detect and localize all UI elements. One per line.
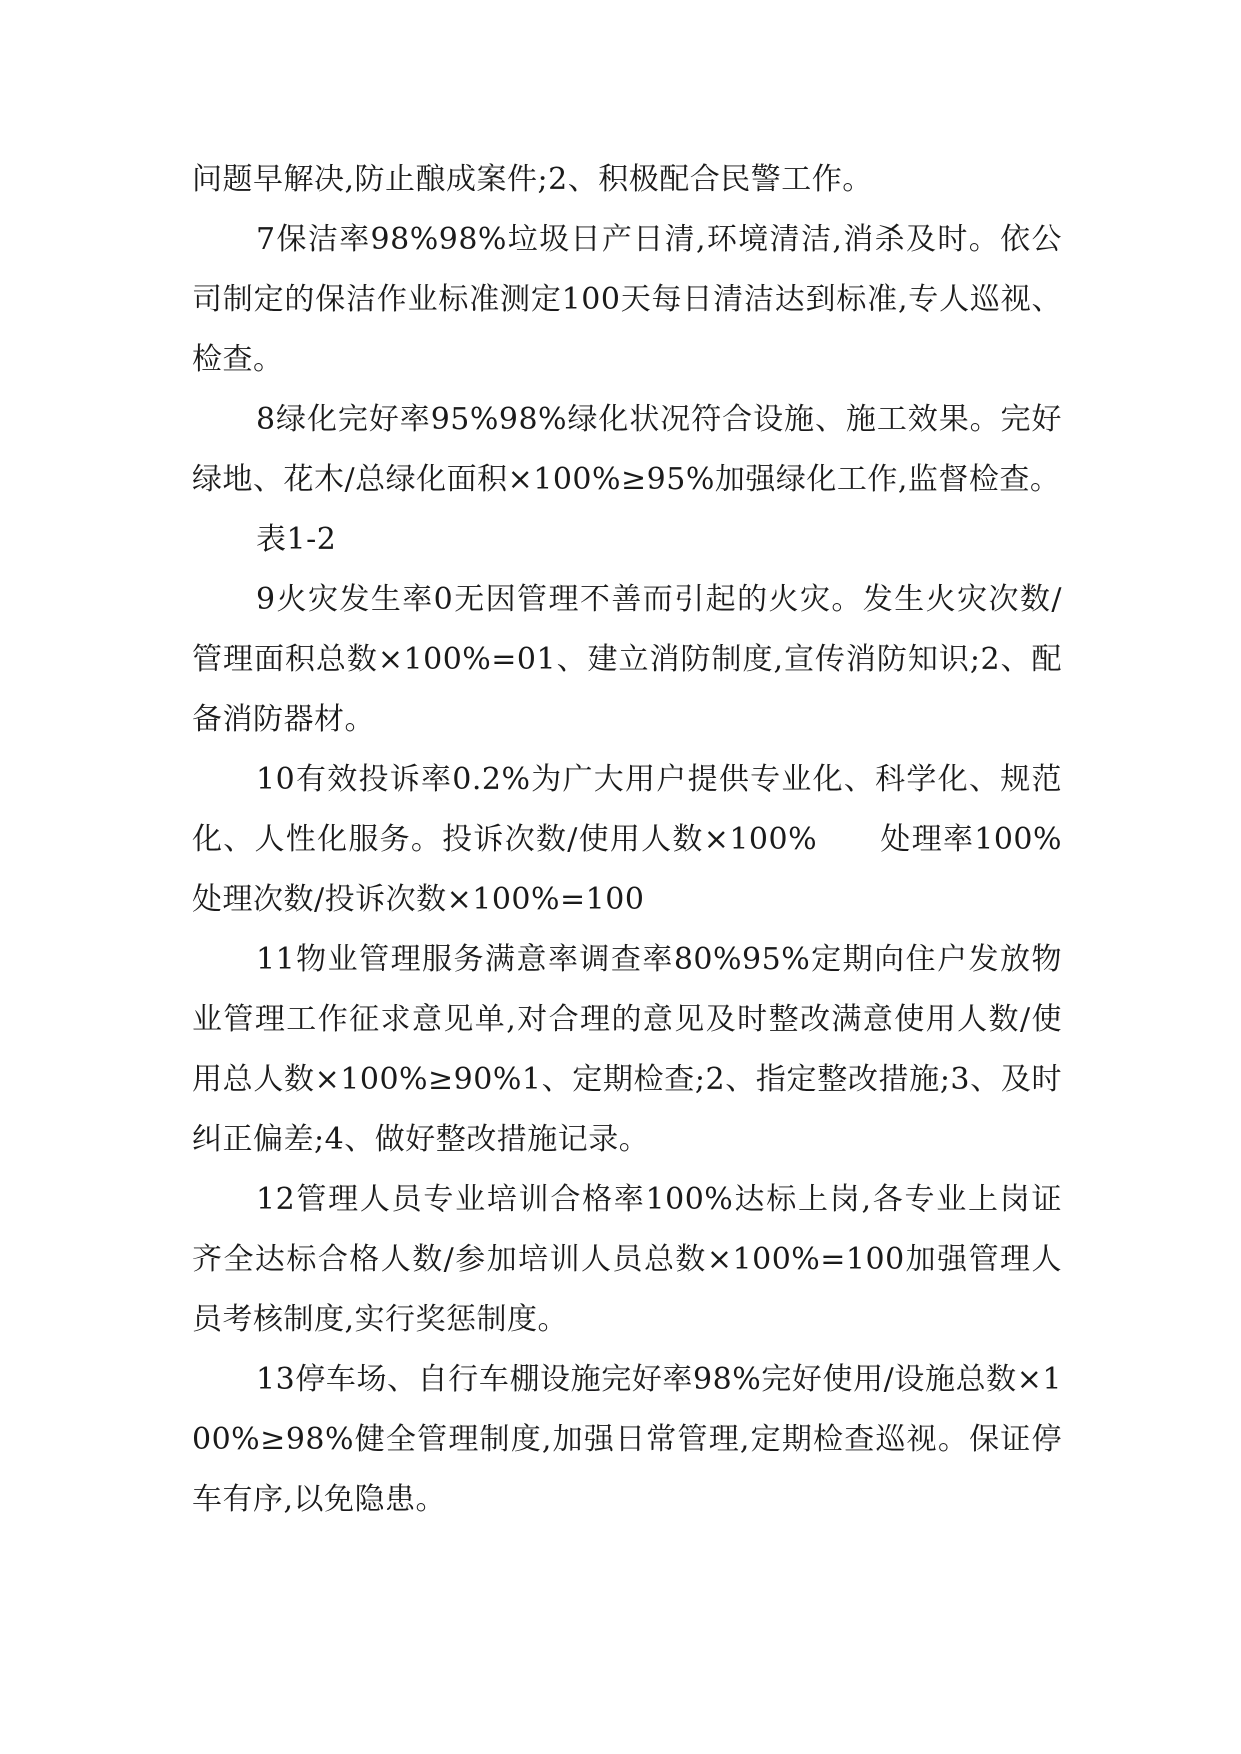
paragraph-5: 9火灾发生率0无因管理不善而引起的火灾。发生火灾次数/管理面积总数×100%=01、建立消防制度,宣传消防知识;2、配备消防器材。 [192,582,1062,737]
table-caption: 表1-2 [256,522,337,557]
document-body [192,150,1062,1530]
paragraph-8: 12管理人员专业培训合格率100%达标上岗,各专业上岗证齐全达标合格人数/参加培训人员总数×100%=100加强管理人员考核制度,实行奖惩制度。 [192,1182,1062,1337]
paragraph-1: 问题早解决,防止酿成案件;2、积极配合民警工作。 [192,162,873,197]
paragraph-3: 8绿化完好率95%98%绿化状况符合设施、施工效果。完好绿地、花木/总绿化面积×100%≥95%加强绿化工作,监督检查。 [192,402,1062,497]
paragraph-9: 13停车场、自行车棚设施完好率98%完好使用/设施总数×100%≥98%健全管理制度,加强日常管理,定期检查巡视。保证停车有序,以免隐患。 [192,1362,1062,1517]
paragraph-2: 7保洁率98%98%垃圾日产日清,环境清洁,消杀及时。依公司制定的保洁作业标准测定100天每日清洁达到标准,专人巡视、检查。 [192,222,1062,377]
paragraph-6: 10有效投诉率0.2%为广大用户提供专业化、科学化、规范化、人性化服务。投诉次数/使用人数×100% 处理率100%处理次数/投诉次数×100%=100 [192,762,1062,917]
paragraph-7: 11物业管理服务满意率调查率80%95%定期向住户发放物业管理工作征求意见单,对合理的意见及时整改满意使用人数/使用总人数×100%≥90%1、定期检查;2、指定整改措施;3、及时纠正偏差;4、做好整改措施记录。 [192,942,1062,1157]
